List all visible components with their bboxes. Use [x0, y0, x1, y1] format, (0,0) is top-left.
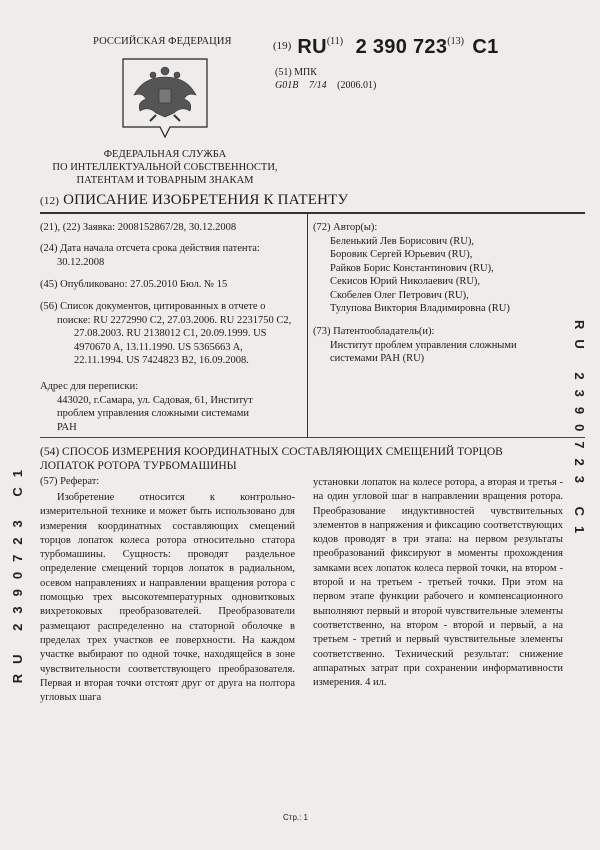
country-code: RU: [297, 36, 327, 58]
agency-line: ФЕДЕРАЛЬНАЯ СЛУЖБА: [103, 149, 227, 160]
invention-title-line: ЛОПАТОК РОТОРА ТУРБОМАШИНЫ: [40, 460, 237, 472]
address-label: Адрес для переписки:: [40, 381, 139, 392]
author-item: Боровик Сергей Юрьевич (RU),: [330, 249, 473, 260]
abstract-label: (57) Реферат:: [40, 476, 100, 487]
authors-label: (72) Автор(ы):: [313, 222, 378, 233]
cited-label: (56) Список документов, цитированных в отчете о: [40, 301, 266, 312]
author-item: Тулупова Виктория Владимировна (RU): [330, 303, 510, 314]
address-line: 443020, г.Самара, ул. Садовая, 61, Институт: [57, 394, 253, 406]
agency-name: [40, 148, 290, 187]
side-patent-code-right: RU 2390723 C1: [572, 320, 587, 544]
term-start-value: 30.12.2008: [57, 256, 105, 268]
term-start-label: (24) Дата начала отсчета срока действия патента:: [40, 243, 260, 254]
abstract-text-left: Изобретение относится к контрольно-измерительной технике и может быть использовано для измерения координатных составляющих смещений торцов лопаток колеса ротора относительно статора турбомашины. Сущность: проводят раздельное определение смещений торцов лопаток в радиальном, осевом направлениях и направлении вращения ротора с помощью трех высокотемпературных одновитковых вихретоковых преобразователей. Преобразователи размещают распределенно на статорной оболочке в пределах трех участков ее поверхности. На каждом участке выбирают по одной точке, находящейся в зоне чувствительности соответствующего преобразователя. Первая и вторая точки отстоят друг от друга на полтора угловых шага: [40, 492, 295, 704]
coat-of-arms-icon: [120, 57, 210, 142]
divider: [40, 212, 585, 214]
address-line: проблем управления сложными системами: [57, 408, 249, 419]
holder-label: (73) Патентообладатель(и):: [313, 326, 435, 337]
patent-number: 2 390 723: [355, 36, 448, 58]
invention-title-line: (54) СПОСОБ ИЗМЕРЕНИЯ КООРДИНАТНЫХ СОСТАВЛЯЮЩИХ СМЕЩЕНИЙ ТОРЦОВ: [40, 446, 503, 458]
patent-holder: [313, 325, 563, 366]
author-item: Райков Борис Константинович (RU),: [330, 262, 494, 274]
code-13: (13): [447, 36, 464, 47]
divider: [40, 437, 585, 438]
abstract-text-right: установки лопаток на колесе ротора, а вторая и третья - на один угловой шаг в направлении вращения ротора. Преобразование индуктивностей чувствительных элементов в напряжения и фиксацию соответствующих кодов проводят в три этапа: на первом результаты преобразований фиксируют в моменты прохождения замками всех лопаток колеса первой точки, на втором - второй и на третьем - третьей точки. При этом на первом этапе функции рабочего и компенсационного выполняют первый и второй чувствительные элементы соответственно, на втором - второй и первый, а на третьем - третий и первый чувствительные элементы соответственно. Технический результат: снижение аппаратных затрат при сохранении информативности измерения. 4 ил.: [313, 477, 563, 689]
document-title-text: ОПИСАНИЕ ИЗОБРЕТЕНИЯ К ПАТЕНТУ: [63, 192, 349, 208]
publication-number: [273, 36, 499, 59]
country-name: РОССИЙСКАЯ ФЕДЕРАЦИЯ: [93, 36, 232, 47]
published-field: (45) Опубликовано: 27.05.2010 Бюл. № 15: [40, 279, 228, 290]
code-19: (19): [273, 40, 292, 52]
cited-line: 27.08.2003. RU 2138012 C1, 20.09.1999. US: [74, 328, 267, 339]
cited-line: 22.11.1994. US 7424823 B2, 16.09.2008.: [74, 355, 249, 366]
correspondence-address: [40, 380, 302, 434]
term-start-field: [40, 242, 302, 269]
holder-line: Институт проблем управления сложными: [330, 339, 517, 351]
author-item: Беленький Лев Борисович (RU),: [330, 235, 475, 247]
cited-documents: [40, 300, 302, 368]
cited-line: 4970670 A, 13.11.1990. US 5365663 A,: [74, 341, 243, 353]
document-title: [40, 192, 348, 209]
ipc-version: (2006.01): [337, 80, 377, 91]
holder-line: системами РАН (RU): [330, 353, 425, 364]
invention-title: [40, 445, 560, 473]
code-12: (12): [40, 195, 60, 207]
application-field: (21), (22) Заявка: 2008152867/28, 30.12.2008: [40, 222, 237, 233]
kind-code: C1: [472, 36, 499, 58]
agency-line: ПО ИНТЕЛЛЕКТУАЛЬНОЙ СОБСТВЕННОСТИ,: [52, 162, 278, 173]
authors: [313, 221, 563, 316]
cited-line: поиске: RU 2272990 C2, 27.03.2006. RU 2231750 C2,: [57, 314, 292, 326]
ipc-class-sub: 7/14: [308, 80, 327, 91]
ipc-code-label: (51) МПК: [275, 67, 317, 78]
agency-line: ПАТЕНТАМ И ТОВАРНЫМ ЗНАКАМ: [76, 175, 254, 186]
column-divider: [307, 214, 308, 437]
author-item: Скобелев Олег Петрович (RU),: [330, 289, 469, 301]
code-11: (11): [326, 36, 344, 47]
author-item: Секисов Юрий Николаевич (RU),: [330, 276, 481, 287]
ipc-class-main: G01B: [275, 80, 299, 91]
side-patent-code-left: RU 2390723 C1: [10, 460, 25, 684]
address-line: РАН: [57, 421, 77, 433]
ipc-classification: [275, 66, 376, 92]
page-number: Стр.: 1: [283, 813, 309, 822]
